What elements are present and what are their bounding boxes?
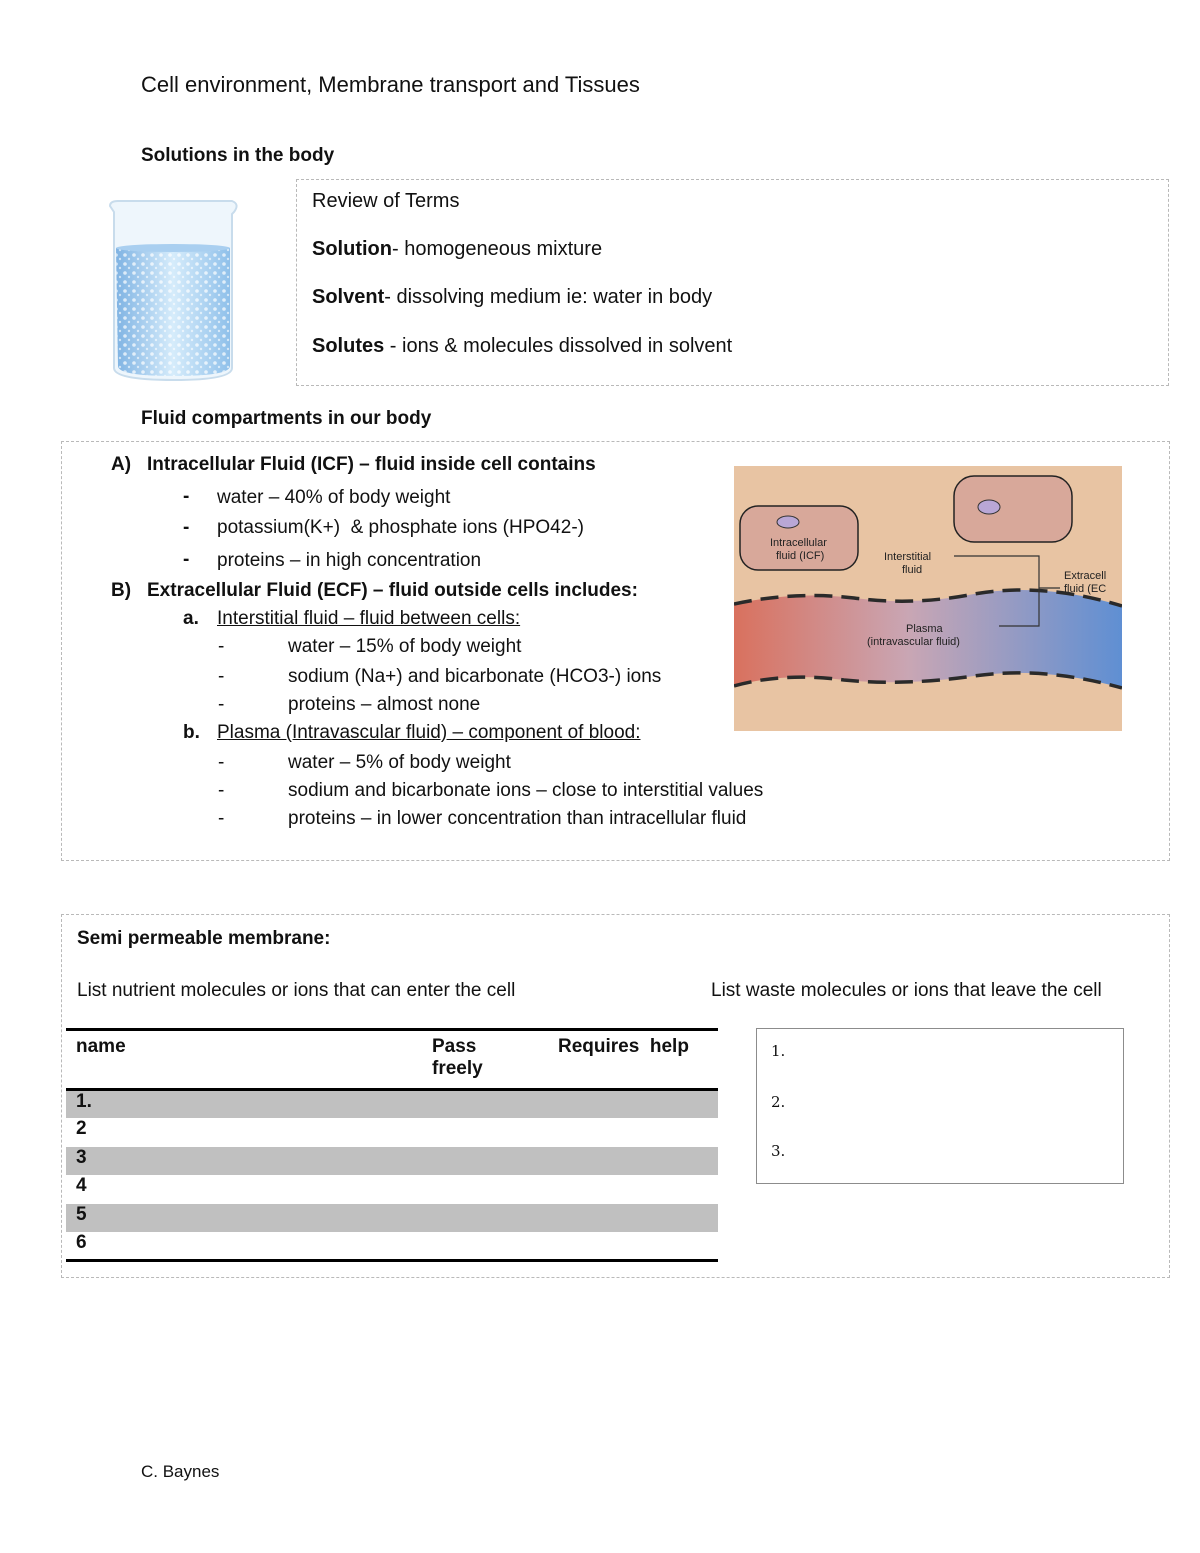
fluid-compartments-diagram bbox=[734, 466, 1122, 731]
icf-diagram-label: Intracellular bbox=[770, 537, 827, 549]
col-pass-header bbox=[422, 1030, 548, 1090]
pass-cell[interactable] bbox=[422, 1232, 548, 1261]
term-definition: - dissolving medium ie: water in body bbox=[384, 286, 713, 308]
interstitial-label: a. bbox=[183, 608, 199, 629]
leave-prompt: List waste molecules or ions that leave the cell bbox=[711, 980, 1102, 1001]
help-cell[interactable] bbox=[548, 1118, 718, 1147]
pass-cell[interactable] bbox=[422, 1175, 548, 1204]
help-cell[interactable] bbox=[548, 1175, 718, 1204]
row-number: 4 bbox=[76, 1175, 87, 1196]
help-cell[interactable] bbox=[548, 1147, 718, 1176]
review-terms-title: Review of Terms bbox=[312, 190, 460, 212]
row-number: 2 bbox=[76, 1118, 87, 1139]
interstitial-diagram-label: fluid bbox=[902, 564, 923, 576]
term-definition: - homogeneous mixture bbox=[391, 238, 603, 260]
nutrient-table bbox=[66, 1028, 718, 1262]
bullet-dash: - bbox=[218, 694, 225, 715]
table-header-row bbox=[66, 1030, 718, 1090]
bullet-dash: - bbox=[218, 636, 225, 657]
term-solutes bbox=[312, 335, 732, 358]
help-cell[interactable] bbox=[548, 1204, 718, 1233]
pass-cell[interactable] bbox=[422, 1147, 548, 1176]
ecf-diagram-label: fluid (EC bbox=[1064, 583, 1107, 595]
waste-item: 2. bbox=[771, 1093, 786, 1111]
solutions-heading: Solutions in the body bbox=[141, 145, 335, 166]
icf-item: proteins – in high concentration bbox=[217, 550, 482, 571]
ecf-label: B) bbox=[111, 580, 132, 601]
beaker-image bbox=[104, 198, 246, 386]
table-row bbox=[66, 1175, 718, 1204]
footer-author: C. Baynes bbox=[141, 1462, 220, 1481]
ecf-diagram-label: Extracell bbox=[1064, 570, 1107, 582]
waste-list-box[interactable] bbox=[756, 1028, 1124, 1184]
term-solution bbox=[312, 238, 602, 261]
term-name: Solvent bbox=[312, 286, 385, 308]
waste-item: 3. bbox=[771, 1142, 786, 1160]
interstitial-diagram-label: Interstitial bbox=[884, 551, 932, 563]
waste-item: 1. bbox=[771, 1042, 786, 1060]
col-name-header: name bbox=[76, 1036, 126, 1057]
fluid-heading: Fluid compartments in our body bbox=[141, 408, 432, 429]
plasma-item: sodium and bicarbonate ions – close to interstitial values bbox=[288, 780, 764, 801]
table-row bbox=[66, 1232, 718, 1261]
interstitial-item: proteins – almost none bbox=[288, 694, 481, 715]
col-pass-header-line1: Pass bbox=[432, 1036, 477, 1057]
icf-item: water – 40% of body weight bbox=[217, 487, 451, 508]
table-row bbox=[66, 1204, 718, 1233]
term-definition: - ions & molecules dissolved in solvent bbox=[384, 335, 733, 357]
icf-item: potassium(K+) & phosphate ions (HPO42-) bbox=[217, 517, 584, 538]
enter-prompt: List nutrient molecules or ions that can enter the cell bbox=[77, 980, 516, 1001]
plasma-item: water – 5% of body weight bbox=[288, 752, 511, 773]
plasma-item: proteins – in lower concentration than intracellular fluid bbox=[288, 808, 747, 829]
bullet-dash: - bbox=[218, 666, 225, 687]
help-cell[interactable] bbox=[548, 1090, 718, 1119]
pass-cell[interactable] bbox=[422, 1118, 548, 1147]
table-row bbox=[66, 1090, 718, 1119]
icf-label: A) bbox=[111, 454, 132, 475]
plasma-heading: Plasma (Intravascular fluid) – component of blood: bbox=[217, 722, 641, 743]
col-help-header: Requires help bbox=[558, 1036, 689, 1057]
bullet-dash: - bbox=[218, 808, 225, 829]
icf-diagram-label: fluid (ICF) bbox=[776, 550, 825, 562]
help-cell[interactable] bbox=[548, 1232, 718, 1261]
row-number: 3 bbox=[66, 1147, 422, 1176]
row-number: 1. bbox=[66, 1090, 422, 1119]
pass-cell[interactable] bbox=[422, 1204, 548, 1233]
interstitial-item: sodium (Na+) and bicarbonate (HCO3-) ions bbox=[288, 666, 662, 687]
bullet-dash: - bbox=[218, 752, 225, 773]
bullet-dash: - bbox=[183, 549, 190, 570]
pass-cell[interactable] bbox=[422, 1090, 548, 1119]
term-name: Solutes bbox=[312, 335, 385, 357]
membrane-heading: Semi permeable membrane: bbox=[77, 928, 331, 949]
term-solvent bbox=[312, 286, 712, 309]
ecf-heading: Extracellular Fluid (ECF) – fluid outside cells includes: bbox=[147, 580, 638, 601]
interstitial-heading: Interstitial fluid – fluid between cells: bbox=[217, 608, 521, 629]
bullet-dash: - bbox=[183, 517, 190, 538]
term-name: Solution bbox=[312, 238, 392, 260]
col-pass-header-line2: freely bbox=[432, 1058, 483, 1079]
table-row bbox=[66, 1147, 718, 1176]
plasma-label: b. bbox=[183, 722, 200, 743]
plasma-diagram-label: Plasma bbox=[906, 623, 943, 635]
row-number: 6 bbox=[76, 1232, 87, 1253]
page-title: Cell environment, Membrane transport and Tissues bbox=[141, 72, 640, 97]
bullet-dash: - bbox=[218, 780, 225, 801]
bullet-dash: - bbox=[183, 486, 190, 507]
icf-heading: Intracellular Fluid (ICF) – fluid inside cell contains bbox=[147, 454, 596, 475]
plasma-diagram-label: (intravascular fluid) bbox=[867, 636, 960, 648]
interstitial-item: water – 15% of body weight bbox=[288, 636, 522, 657]
row-number: 5 bbox=[66, 1204, 422, 1233]
table-row bbox=[66, 1118, 718, 1147]
